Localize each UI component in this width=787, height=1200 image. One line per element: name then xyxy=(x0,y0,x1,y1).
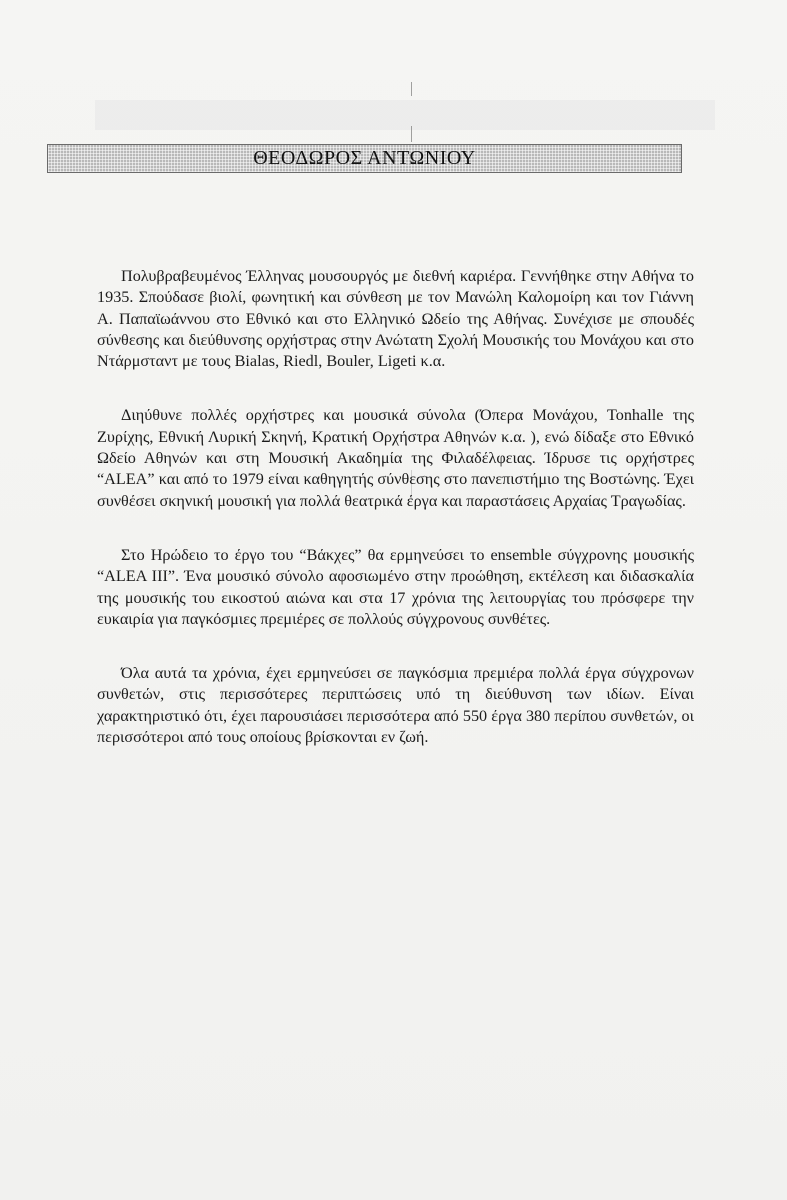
paragraph-herodeion: Στο Ηρώδειο το έργο του “Βάκχες” θα ερμηνεύσει το ensemble σύγχρονης μουσικής “ALEA III”. Ένα μουσικό σύνολο αφοσιωμένο στην προώθηση, εκτέλεση και διδασκαλία της μουσικής του εικοστού αιώνα και στα 17 χρόνια της λειτουργίας του πρόσφερε την ευκαιρία για παγκόσμιες πρεμιέρες σε πολλούς σύγχρονους συνθέτες. xyxy=(97,545,694,628)
page-title: ΘΕΟΔΩΡΟΣ ΑΝΤΩΝΙΟΥ xyxy=(253,147,476,169)
show-through-band xyxy=(95,100,715,130)
fold-mark-upper xyxy=(411,126,412,142)
paragraph-orchestras: Διηύθυνε πολλές ορχήστρες και μουσικά σύνολα (Όπερα Μονάχου, Tonhalle της Ζυρίχης, Εθνική Λυρική Σκηνή, Κρατική Ορχήστρα Αθηνών κ.α. ), ενώ δίδαξε στο Εθνικό Ωδείο Αθηνών και στη Μουσική Ακαδημία της Φιλαδέλφειας. Ίδρυσε τις ορχήστρες “ALEA” και από το 1979 είναι καθηγητής σύνθεσης στο πανεπιστήμιο της Βοστώνης. Έχει συνθέσει σκηνική μουσική για πολλά θεατρικά έργα και παραστάσεις Αρχαίας Τραγωδίας. xyxy=(97,406,694,510)
title-banner xyxy=(47,144,682,173)
fold-mark-top xyxy=(411,82,412,96)
biography-body xyxy=(97,266,694,781)
paragraph-career: Πολυβραβευμένος Έλληνας μουσουργός με διεθνή καριέρα. Γεννήθηκε στην Αθήνα το 1935. Σπούδασε βιολί, φωνητική και σύνθεση με τον Μανώλη Καλομοίρη και τον Γιάννη Α. Παπαϊωάννου στο Εθνικό και στο Ελληνικό Ωδείο της Αθήνας. Συνέχισε με σπουδές σύνθεσης και διεύθυνσης ορχήστρας στην Ανώτατη Σχολή Μουσικής του Μονάχου και στο Ντάρμσταντ με τους Bialas, Riedl, Bouler, Ligeti κ.α. xyxy=(97,267,694,371)
paragraph-premieres: Όλα αυτά τα χρόνια, έχει ερμηνεύσει σε παγκόσμια πρεμιέρα πολλά έργα σύγχρονων συνθετών, στις περισσότερες περιπτώσεις υπό τη διεύθυνση των ιδίων. Είναι χαρακτηριστικό ότι, έχει παρουσιάσει περισσότερα από 550 έργα 380 περίπου συνθετών, οι περισσότεροι από τους οποίους βρίσκονται εν ζωή. xyxy=(97,664,694,747)
